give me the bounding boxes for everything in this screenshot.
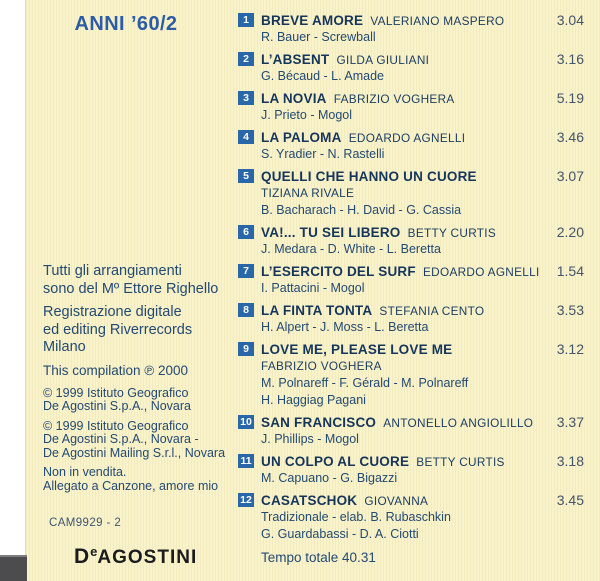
track-title-group <box>254 341 551 358</box>
track-title-group <box>254 90 551 108</box>
track-credits-line: J. Phillips - Mogol <box>261 432 359 446</box>
track-credits-line: H. Alpert - J. Moss - L. Beretta <box>261 320 429 334</box>
track-title: LA NOVIA <box>261 91 327 106</box>
track-credits-line: J. Prieto - Mogol <box>261 108 353 122</box>
cover-card <box>25 0 600 581</box>
track-head <box>238 341 584 358</box>
album-title: ANNI ’60/2 <box>74 13 178 35</box>
scan-white-margin <box>0 0 25 581</box>
credit-paragraph: © 1999 Istituto Geografico De Agostini S.p.A., Novara <box>43 385 191 413</box>
track-title: UN COLPO AL CUORE <box>261 454 410 469</box>
scan-corner-artifact <box>0 555 27 581</box>
track-number-badge: 6 <box>238 225 254 239</box>
track-row <box>238 263 584 297</box>
track-title-group <box>254 414 551 432</box>
track-credits-line: G. Bécaud - L. Amade <box>261 69 384 83</box>
track-number-badge: 4 <box>238 130 254 144</box>
track-title: L’ESERCITO DEL SURF <box>261 264 416 279</box>
track-duration: 3.45 <box>556 492 584 508</box>
track-duration: 3.53 <box>556 302 584 318</box>
track-row <box>238 12 584 46</box>
track-title-group <box>254 302 551 320</box>
track-duration: 3.07 <box>556 168 584 184</box>
credits-block <box>43 263 238 499</box>
catalog-number: CAM9929 - 2 <box>49 517 122 529</box>
track-credits-line: S. Yradier - N. Rastelli <box>261 147 385 161</box>
track-credits-line: G. Guardabassi - D. A. Ciotti <box>261 527 419 541</box>
track-artist: TIZIANA RIVALE <box>261 186 355 200</box>
track-artist: FABRIZIO VOGHERA <box>326 92 455 106</box>
track-credits-line: Tradizionale - elab. B. Rubaschkin <box>261 510 451 524</box>
track-duration: 3.04 <box>556 12 584 28</box>
track-artist: VALERIANO MASPERO <box>363 14 505 28</box>
track-title-group <box>254 263 551 281</box>
track-artist: EDOARDO AGNELLI <box>341 131 466 145</box>
track-number-badge: 3 <box>238 91 254 105</box>
track-title: BREVE AMORE <box>261 13 364 28</box>
track-row <box>238 302 584 336</box>
track-artist: BETTY CURTIS <box>409 455 505 469</box>
track-title-group <box>254 129 551 147</box>
track-head <box>238 90 584 107</box>
track-number-badge: 10 <box>238 415 254 429</box>
track-duration: 3.46 <box>556 129 584 145</box>
track-title: VA!... TU SEI LIBERO <box>261 225 401 240</box>
track-artist: ANTONELLO ANGIOLILLO <box>376 416 534 430</box>
track-head <box>238 12 584 29</box>
credit-paragraph: Registrazione digitale ed editing Riverrecords Milano <box>43 304 193 355</box>
logo-letter-e: e <box>90 544 98 559</box>
track-head <box>238 302 584 319</box>
track-number-badge: 5 <box>238 169 254 183</box>
track-credits-line: B. Bacharach - H. David - G. Cassia <box>261 203 462 217</box>
track-title-group <box>254 12 551 30</box>
track-head <box>238 492 584 509</box>
track-head <box>238 51 584 68</box>
track-title-group <box>254 453 551 471</box>
track-title: L’ABSENT <box>261 52 330 67</box>
track-duration: 3.18 <box>556 453 584 469</box>
track-title-group <box>254 492 551 510</box>
track-row <box>238 168 584 219</box>
track-title: QUELLI CHE HANNO UN CUORE <box>261 169 477 184</box>
track-list <box>238 12 584 565</box>
track-row <box>238 224 584 258</box>
track-credits-line: H. Haggiag Pagani <box>261 393 366 407</box>
track-title-group <box>254 168 551 185</box>
track-title: LOVE ME, PLEASE LOVE ME <box>261 342 453 357</box>
track-title-group <box>254 51 551 69</box>
track-credits-line: R. Bauer - Screwball <box>261 30 376 44</box>
track-artist: STEFANIA CENTO <box>372 304 485 318</box>
track-number-badge: 12 <box>238 493 254 507</box>
track-credits-line: J. Medara - D. White - L. Beretta <box>261 242 441 256</box>
track-artist: FABRIZIO VOGHERA <box>261 359 382 373</box>
track-title: CASATSCHOK <box>261 493 358 508</box>
track-row <box>238 341 584 409</box>
track-row <box>238 414 584 448</box>
track-head <box>238 224 584 241</box>
track-head <box>238 168 584 185</box>
track-number-badge: 7 <box>238 264 254 278</box>
track-number-badge: 1 <box>238 13 254 27</box>
track-credits-line: I. Pattacini - Mogol <box>261 281 365 295</box>
track-number-badge: 8 <box>238 303 254 317</box>
track-duration: 2.20 <box>556 224 584 240</box>
track-row <box>238 453 584 487</box>
track-artist: EDOARDO AGNELLI <box>415 265 540 279</box>
track-duration: 1.54 <box>556 263 584 279</box>
track-duration: 3.37 <box>556 414 584 430</box>
track-artist: BETTY CURTIS <box>400 226 497 240</box>
track-row <box>238 90 584 124</box>
track-row <box>238 129 584 163</box>
track-credits-line: M. Capuano - G. Bigazzi <box>261 471 398 485</box>
total-time: Tempo totale 40.31 <box>261 550 376 565</box>
track-title-group <box>254 224 551 242</box>
track-row <box>238 51 584 85</box>
track-credits-line: M. Polnareff - F. Gérald - M. Polnareff <box>261 376 469 390</box>
track-duration: 3.16 <box>556 51 584 67</box>
track-row <box>238 492 584 543</box>
track-number-badge: 11 <box>238 454 254 468</box>
credit-paragraph: © 1999 Istituto Geografico De Agostini S.p.A., Novara - De Agostini Mailing S.r.l., Novara <box>43 418 226 460</box>
track-head <box>238 129 584 146</box>
logo-rest: AGOSTINI <box>97 547 198 568</box>
logo-letter-d: D <box>74 545 91 568</box>
track-artist: GILDA GIULIANI <box>329 53 430 67</box>
credit-paragraph: Non in vendita. Allegato a Canzone, amore mio <box>43 465 219 493</box>
track-number-badge: 2 <box>238 52 254 66</box>
deagostini-logo <box>74 544 197 569</box>
track-duration: 5.19 <box>556 90 584 106</box>
track-duration: 3.12 <box>556 341 584 357</box>
credit-paragraph: Tutti gli arrangiamenti sono del Mº Ettore Righello <box>43 263 219 297</box>
credit-paragraph: This compilation ℗ 2000 <box>43 362 189 378</box>
track-title: LA FINTA TONTA <box>261 303 373 318</box>
track-title: LA PALOMA <box>261 130 342 145</box>
track-artist: GIOVANNA <box>357 494 429 508</box>
track-number-badge: 9 <box>238 342 254 356</box>
track-title: SAN FRANCISCO <box>261 415 377 430</box>
track-head <box>238 414 584 431</box>
track-head <box>238 263 584 280</box>
track-head <box>238 453 584 470</box>
